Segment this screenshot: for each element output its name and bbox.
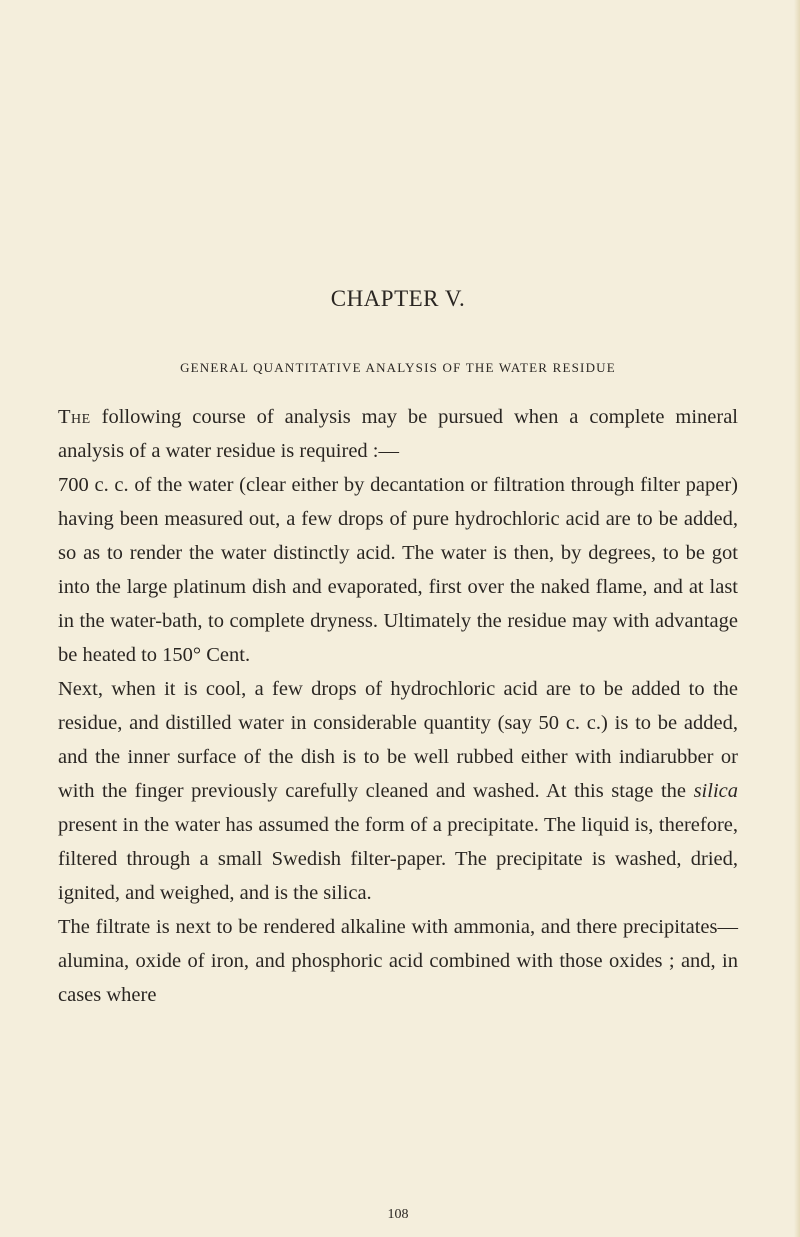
paragraph-1 [58,400,738,468]
paragraph-3 [58,672,738,910]
paragraph-1-lead: The [58,406,91,428]
page-edge-shadow [794,0,800,1237]
page-number: 108 [387,1207,409,1222]
body-text [58,400,738,1012]
chapter-subtitle: GENERAL QUANTITATIVE ANALYSIS OF THE WATER RESIDUE [180,360,616,375]
paragraph-1-rest: following course of analysis may be pursued when a complete mineral analysis of a water residue is required :— [58,406,738,462]
paragraph-4: The filtrate is next to be rendered alkaline with ammonia, and there precipitates—alumina, oxide of iron, and phosphoric acid combined with those oxides ; and, in cases where [58,916,738,1006]
paragraph-3-after: present in the water has assumed the form of a precipitate. The liquid is, therefore, filtered through a small Swedish filter-paper. The precipitate is washed, dried, ignited, and weighed, and is the silica. [58,814,738,904]
chapter-title: CHAPTER V. [330,286,466,311]
paragraph-3-italic: silica [693,780,738,802]
paragraph-2: 700 c. c. of the water (clear either by decantation or filtration through filter paper) having been measured out, a few drops of pure hydrochloric acid are to be added, so as to render the water distinctly acid. The water is then, by degrees, to be got into the large platinum dish and evaporated, first over the naked flame, and at last in the water-bath, to complete dryness. Ultimately the residue may with advantage be heated to 150° Cent. [58,474,738,666]
paragraph-3-before: Next, when it is cool, a few drops of hydrochloric acid are to be added to the residue, and distilled water in considerable quantity (say 50 c. c.) is to be added, and the inner surface of the dish is to be well rubbed either with indiarubber or with the finger previously carefully cleaned and washed. At this stage the [58,678,738,802]
